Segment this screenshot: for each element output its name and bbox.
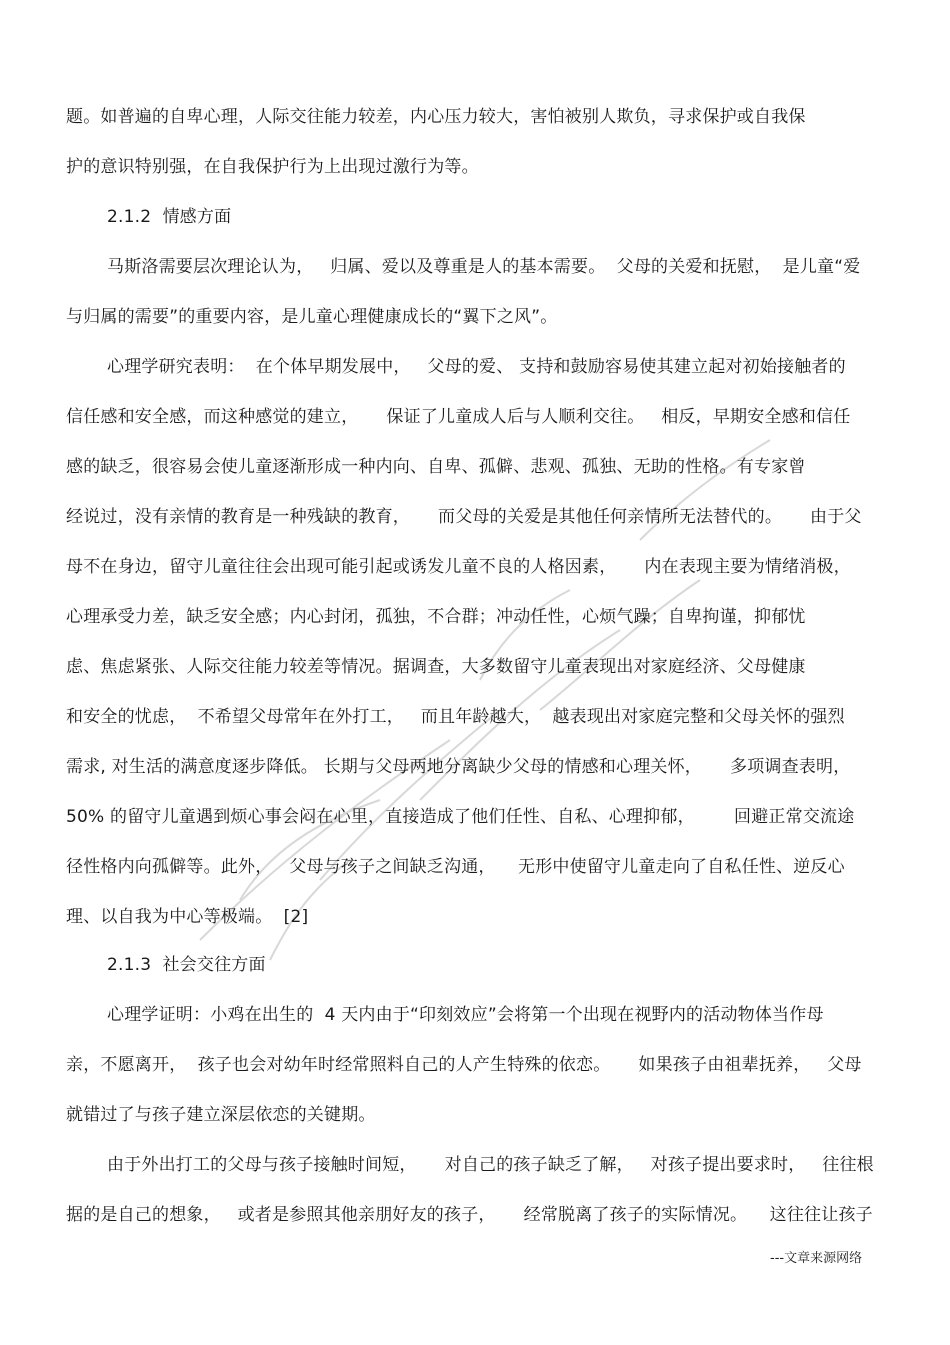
text-line: 马斯洛需要层次理论认为， 归属、爱以及尊重是人的基本需要。 父母的关爱和抚慰， 是儿童“爱: [107, 257, 861, 277]
section-heading: 2.1.2 情感方面: [107, 207, 232, 227]
text-line: 亲，不愿离开， 孩子也会对幼年时经常照料自己的人产生特殊的依恋。 如果孩子由祖辈抚养， 父母: [66, 1055, 862, 1075]
text-line: 信任感和安全感，而这种感觉的建立， 保证了儿童成人后与人顺利交往。 相反，早期安全感和信任: [66, 407, 851, 427]
text-line: 心理学证明：小鸡在出生的 4 天内由于“印刻效应”会将第一个出现在视野内的活动物体当作母: [107, 1005, 824, 1025]
text-line: 心理承受力差，缺乏安全感；内心封闭，孤独，不合群；冲动任性，心烦气躁；自卑拘谨，抑郁忧: [66, 607, 806, 627]
text-line: 50% 的留守儿童遇到烦心事会闷在心里，直接造成了他们任性、自私、心理抑郁， 回避正常交流途: [66, 807, 855, 827]
text-line: 需求, 对生活的满意度逐步降低。 长期与父母两地分离缺少父母的情感和心理关怀， 多项调查表明，: [66, 757, 851, 777]
text-line: 与归属的需要”的重要内容，是儿童心理健康成长的“翼下之风”。: [66, 307, 558, 327]
text-line: 据的是自己的想象， 或者是参照其他亲朋好友的孩子， 经常脱离了孩子的实际情况。 这往往让孩子: [66, 1205, 873, 1225]
text-line: 题。如普遍的自卑心理，人际交往能力较差，内心压力较大，害怕被别人欺负，寻求保护或自我保: [66, 107, 806, 127]
text-line: 虑、焦虑紧张、人际交往能力较差等情况。据调查，大多数留守儿童表现出对家庭经济、父母健康: [66, 657, 806, 677]
text-line: 就错过了与孩子建立深层依恋的关键期。: [66, 1105, 376, 1125]
text-line: 心理学研究表明： 在个体早期发展中， 父母的爱、 支持和鼓励容易使其建立起对初始接触者的: [107, 357, 846, 377]
text-line: 经说过，没有亲情的教育是一种残缺的教育， 而父母的关爱是其他任何亲情所无法替代的。 由于父: [66, 507, 862, 527]
text-line: 和安全的忧虑， 不希望父母常年在外打工， 而且年龄越大， 越表现出对家庭完整和父母关怀的强烈: [66, 707, 845, 727]
text-line: 护的意识特别强，在自我保护行为上出现过激行为等。: [66, 157, 479, 177]
text-line: 由于外出打工的父母与孩子接触时间短， 对自己的孩子缺乏了解， 对孩子提出要求时， 往往根: [107, 1155, 874, 1175]
section-heading: 2.1.3 社会交往方面: [107, 955, 266, 975]
text-line: 感的缺乏，很容易会使儿童逐渐形成一种内向、自卑、孤僻、悲观、孤独、无助的性格。有专家曾: [66, 457, 806, 477]
text-line: 径性格内向孤僻等。此外， 父母与孩子之间缺乏沟通， 无形中使留守儿童走向了自私任性、逆反心: [66, 857, 845, 877]
text-line: 母不在身边，留守儿童往往会出现可能引起或诱发儿童不良的人格因素， 内在表现主要为情绪消极，: [66, 557, 851, 577]
source-footer: ---文章来源网络: [770, 1251, 863, 1266]
text-line: 理、以自我为中心等极端。 [2]: [66, 907, 309, 927]
